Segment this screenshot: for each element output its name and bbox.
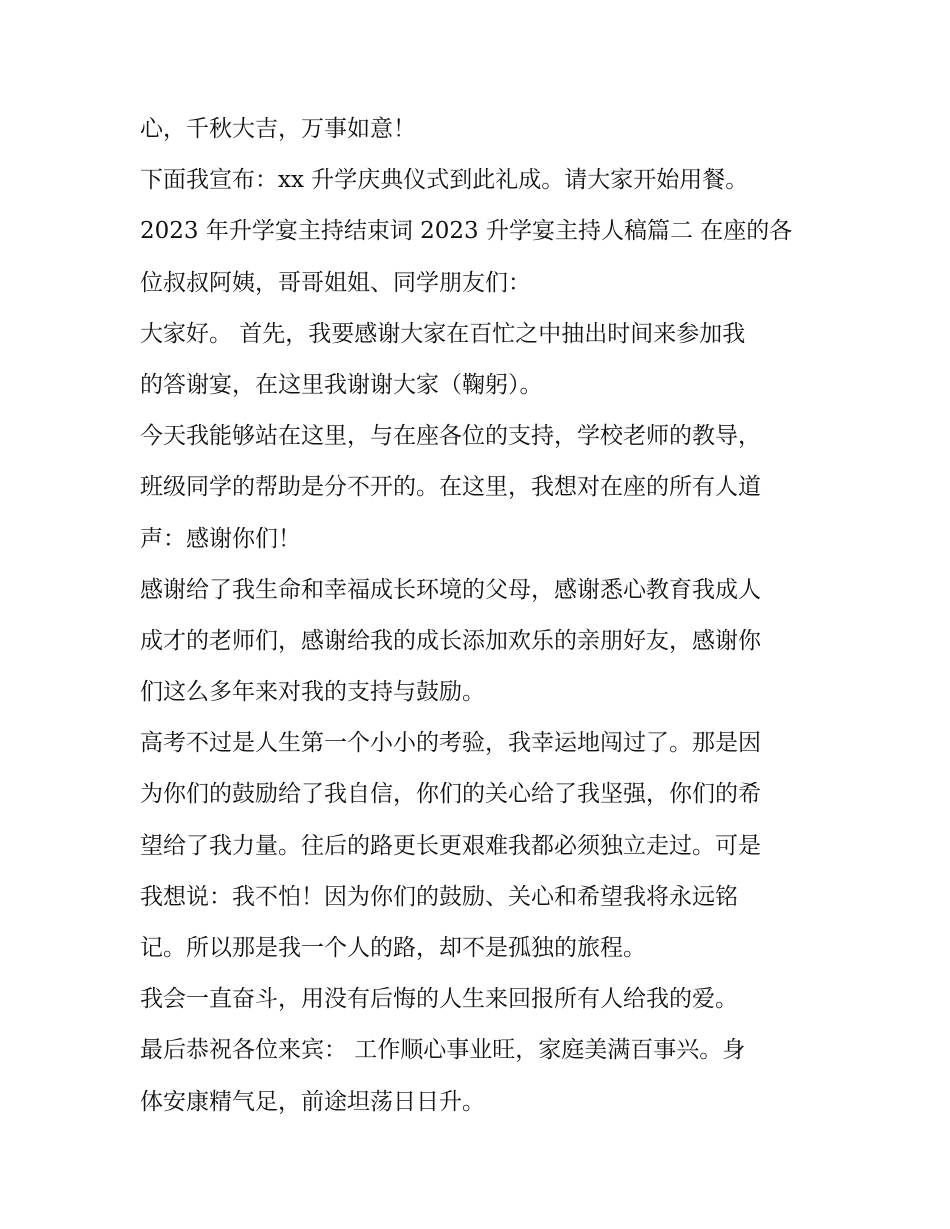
text-line: 大家好。 首先，我要感谢大家在百忙之中抽出时间来参加我 xyxy=(140,320,746,347)
text-line: 位叔叔阿姨，哥哥姐姐、同学朋友们： xyxy=(140,269,531,296)
text-line: 下面我宣布：xx 升学庆典仪式到此礼成。请大家开始用餐。 xyxy=(140,167,749,194)
body-text xyxy=(140,104,820,1128)
text-line: 记。所以那是我一个人的路，却不是孤独的旅程。 xyxy=(140,935,646,961)
text-line: 我会一直奋斗，用没有后悔的人生来回报所有人给我的爱。 xyxy=(140,986,738,1013)
text-line: 望给了我力量。往后的路更长更艰难我都必须独立走过。可是 xyxy=(140,832,761,859)
text-line: 高考不过是人生第一个小小的考验，我幸运地闯过了。那是因 xyxy=(140,730,761,757)
text-line: 班级同学的帮助是分不开的。在这里，我想对在座的所有人道 xyxy=(140,474,761,501)
text-line: 体安康精气足，前途坦荡日日升。 xyxy=(140,1088,485,1115)
text-line: 心，千秋大吉，万事如意！ xyxy=(140,116,416,142)
text-line: 们这么多年来对我的支持与鼓励。 xyxy=(140,679,485,706)
text-line: 的答谢宴，在这里我谢谢大家（鞠躬）。 xyxy=(140,371,543,398)
text-line: 成才的老师们，感谢给我的成长添加欢乐的亲朋好友，感谢你 xyxy=(140,627,761,654)
text-line: 感谢给了我生命和幸福成长环境的父母，感谢悉心教育我成人 xyxy=(140,576,761,603)
text-line: 声：感谢你们！ xyxy=(140,525,301,552)
text-line: 2023 年升学宴主持结束词 2023 升学宴主持人稿篇二 在座的各 xyxy=(140,218,793,245)
text-line: 今天我能够站在这里，与在座各位的支持，学校老师的教导， xyxy=(140,423,761,450)
text-line: 最后恭祝各位来宾： 工作顺心事业旺，家庭美满百事兴。身 xyxy=(140,1037,746,1064)
text-line: 为你们的鼓励给了我自信，你们的关心给了我坚强，你们的希 xyxy=(140,781,761,808)
text-line: 我想说：我不怕！因为你们的鼓励、关心和希望我将永远铭 xyxy=(140,883,738,910)
